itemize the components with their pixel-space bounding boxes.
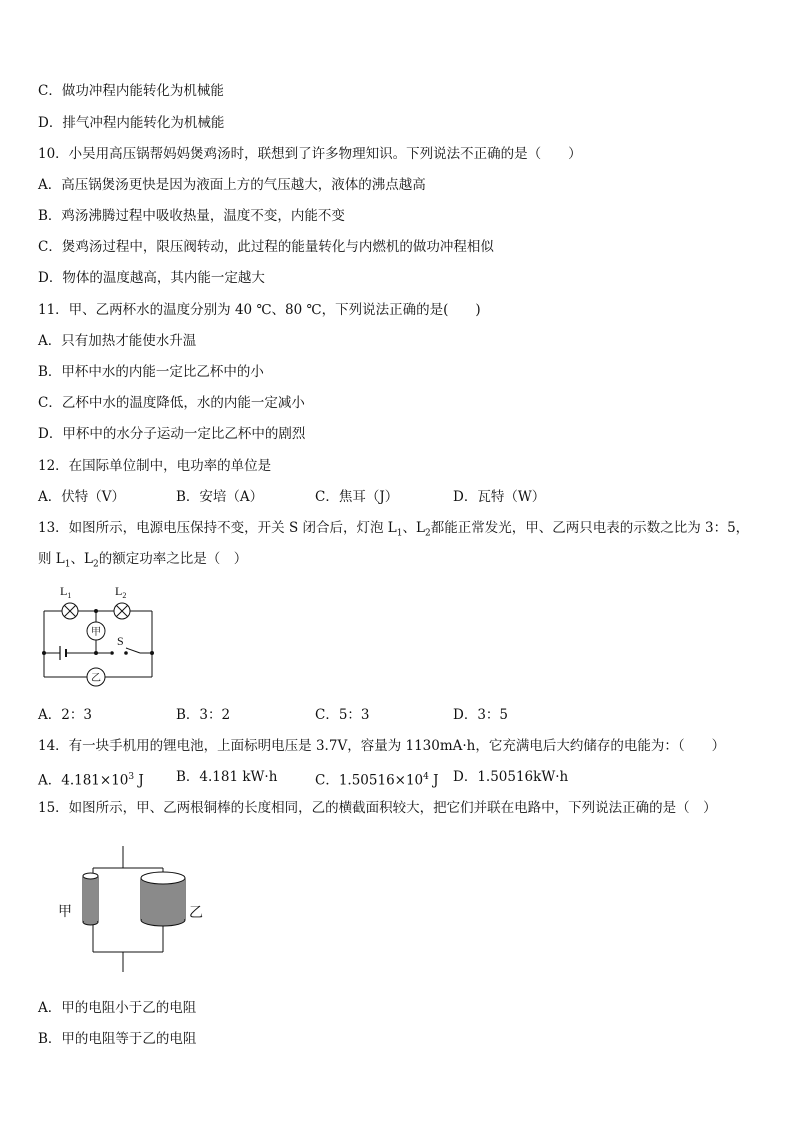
lamp-l1-label: $L_1$ (60, 584, 72, 600)
question-12: 12．在国际单位制中，电功率的单位是 (38, 458, 272, 474)
q14-option-d: D．1.50516kW·h (453, 769, 569, 785)
rod-jia-icon (83, 873, 98, 925)
circuit-diagram-13 (36, 578, 166, 690)
q15-option-a: A．甲的电阻小于乙的电阻 (38, 1000, 197, 1016)
question-13: 13．如图所示，电源电压保持不变，开关 S 闭合后，灯泡 $L_1$、$L_2$都能正常发光，甲、乙两只电表的示数之比为 3：5， (38, 520, 750, 539)
q11-option-d: D．甲杯中的水分子运动一定比乙杯中的剧烈 (38, 426, 306, 442)
q14-option-a: A．$4.181\times 10^3$ J (38, 772, 144, 789)
q11-option-a: A．只有加热才能使水升温 (38, 333, 197, 349)
option-d: D．排气冲程内能转化为机械能 (38, 115, 225, 131)
q13-option-c: C．5：3 (315, 707, 370, 723)
q10-option-c: C．煲鸡汤过程中，限压阀转动，此过程的能量转化与内燃机的做功冲程相似 (38, 239, 494, 255)
q11-option-c: C．乙杯中水的温度降低，水的内能一定减小 (38, 395, 305, 411)
lamp-l2-icon (114, 603, 130, 619)
q12-option-b: B．安培（A） (176, 489, 264, 505)
switch-label: S (117, 634, 124, 648)
q12-option-c: C．焦耳（J） (315, 489, 399, 505)
q12-option-d: D．瓦特（W） (453, 489, 546, 505)
q10-option-d: D．物体的温度越高，其内能一定越大 (38, 270, 265, 286)
q10-option-a: A．高压锅煲汤更快是因为液面上方的气压越大，液体的沸点越高 (38, 177, 426, 193)
q14-option-b: B．4.181 kW·h (176, 769, 278, 785)
q13-option-b: B．3：2 (176, 707, 231, 723)
lamp-l1-icon (62, 603, 78, 619)
q13-option-a: A．2：3 (38, 707, 92, 723)
q13-option-d: D．3：5 (453, 707, 509, 723)
rod-yi-label: 乙 (189, 906, 203, 921)
question-13-cont: 则 $L_1$、$L_2$的额定功率之比是（ ） (38, 551, 248, 570)
question-15: 15．如图所示，甲、乙两根铜棒的长度相同，乙的横截面积较大，把它们并联在电路中，下列说法正确的是（ ） (38, 800, 717, 816)
lamp-l2-label: $L_2$ (115, 584, 127, 600)
rod-yi-icon (141, 872, 185, 926)
question-11: 11．甲、乙两杯水的温度分别为 40 ℃、80 ℃，下列说法正确的是( ) (38, 302, 481, 318)
meter-yi-label: 乙 (91, 673, 101, 684)
q10-option-b: B．鸡汤沸腾过程中吸收热量，温度不变，内能不变 (38, 208, 345, 224)
rod-jia-label: 甲 (58, 905, 72, 920)
q12-option-a: A．伏特（V） (38, 489, 125, 505)
option-c: C．做功冲程内能转化为机械能 (38, 83, 224, 99)
question-14: 14．有一块手机用的锂电池，上面标明电压是 3.7V，容量为 1130mA·h，它充满电后大约储存的电能为：（ ） (38, 738, 726, 754)
question-10: 10．小吴用高压锅帮妈妈煲鸡汤时，联想到了许多物理知识。下列说法不正确的是（ ） (38, 146, 582, 162)
q11-option-b: B．甲杯中水的内能一定比乙杯中的小 (38, 364, 264, 380)
q14-option-c: C．$1.50516\times 10^4$ J (315, 772, 439, 789)
q15-option-b: B．甲的电阻等于乙的电阻 (38, 1031, 197, 1047)
parallel-rods-diagram-15 (50, 840, 210, 976)
meter-jia-label: 甲 (91, 627, 101, 638)
